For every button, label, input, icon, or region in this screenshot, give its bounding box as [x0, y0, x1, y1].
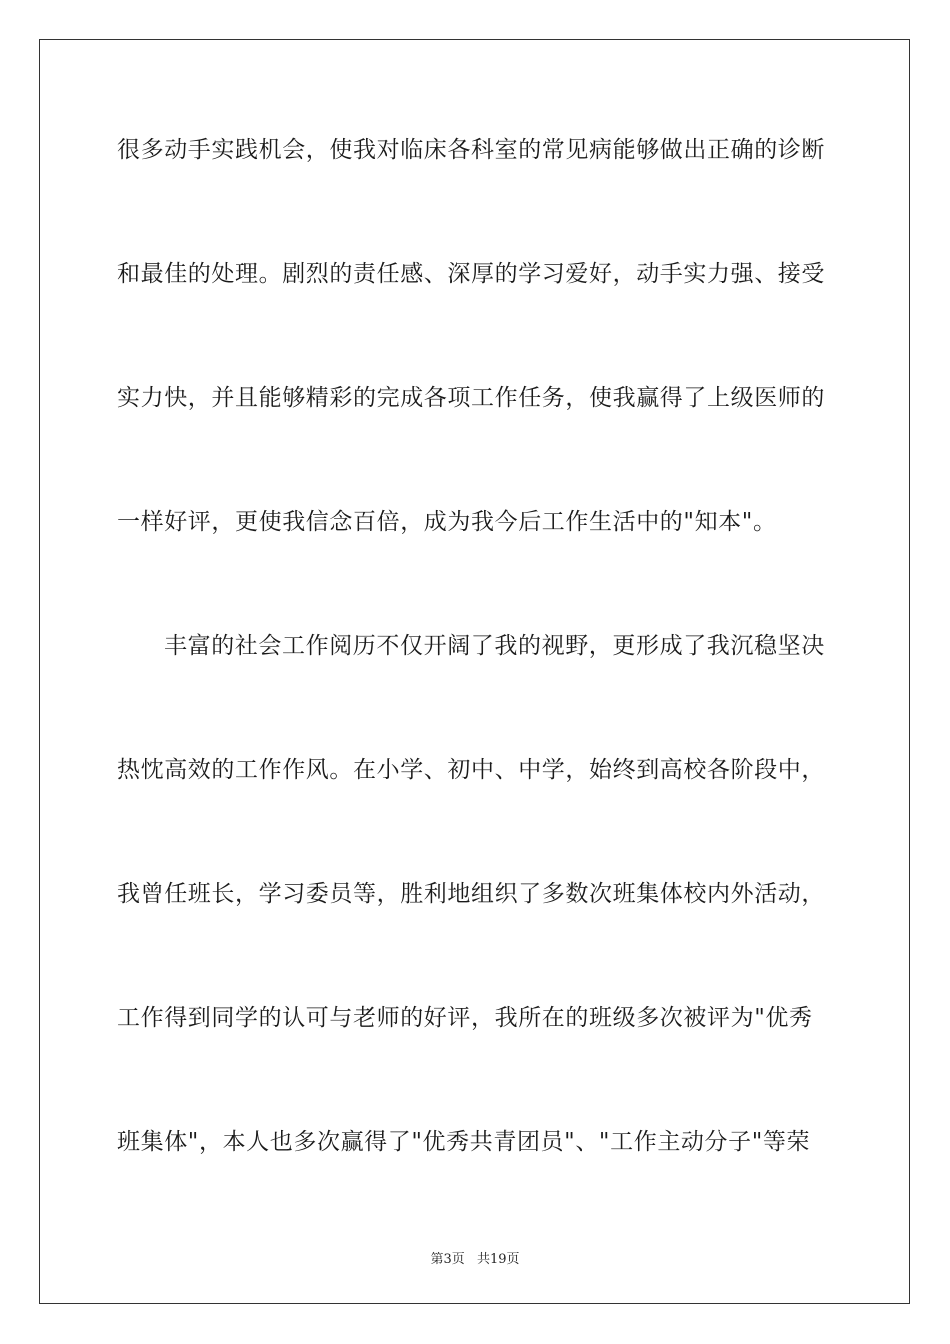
paragraph-line: 很多动手实践机会，使我对临床各科室的常见病能够做出正确的诊断: [117, 137, 825, 163]
paragraph-line: 班集体"，本人也多次赢得了"优秀共青团员"、"工作主动分子"等荣: [117, 1129, 811, 1155]
paragraph-line: 热忱高效的工作作风。在小学、初中、中学，始终到高校各阶段中，: [117, 757, 825, 783]
page-border: [39, 39, 910, 1304]
paragraph-line: 和最佳的处理。剧烈的责任感、深厚的学习爱好，动手实力强、接受: [117, 261, 825, 287]
page-total: 共19页: [476, 1252, 520, 1267]
page-footer: [0, 1248, 950, 1267]
paragraph-line: 我曾任班长，学习委员等，胜利地组织了多数次班集体校内外活动，: [117, 881, 825, 907]
page-number: 第3页: [430, 1252, 465, 1267]
paragraph-line: 实力快，并且能够精彩的完成各项工作任务，使我赢得了上级医师的: [117, 385, 825, 411]
paragraph-line: 工作得到同学的认可与老师的好评，我所在的班级多次被评为"优秀: [117, 1005, 813, 1031]
paragraph-line-indented: 丰富的社会工作阅历不仅开阔了我的视野，更形成了我沉稳坚决: [164, 633, 825, 659]
paragraph-line: 一样好评，更使我信念百倍，成为我今后工作生活中的"知本"。: [117, 509, 777, 535]
